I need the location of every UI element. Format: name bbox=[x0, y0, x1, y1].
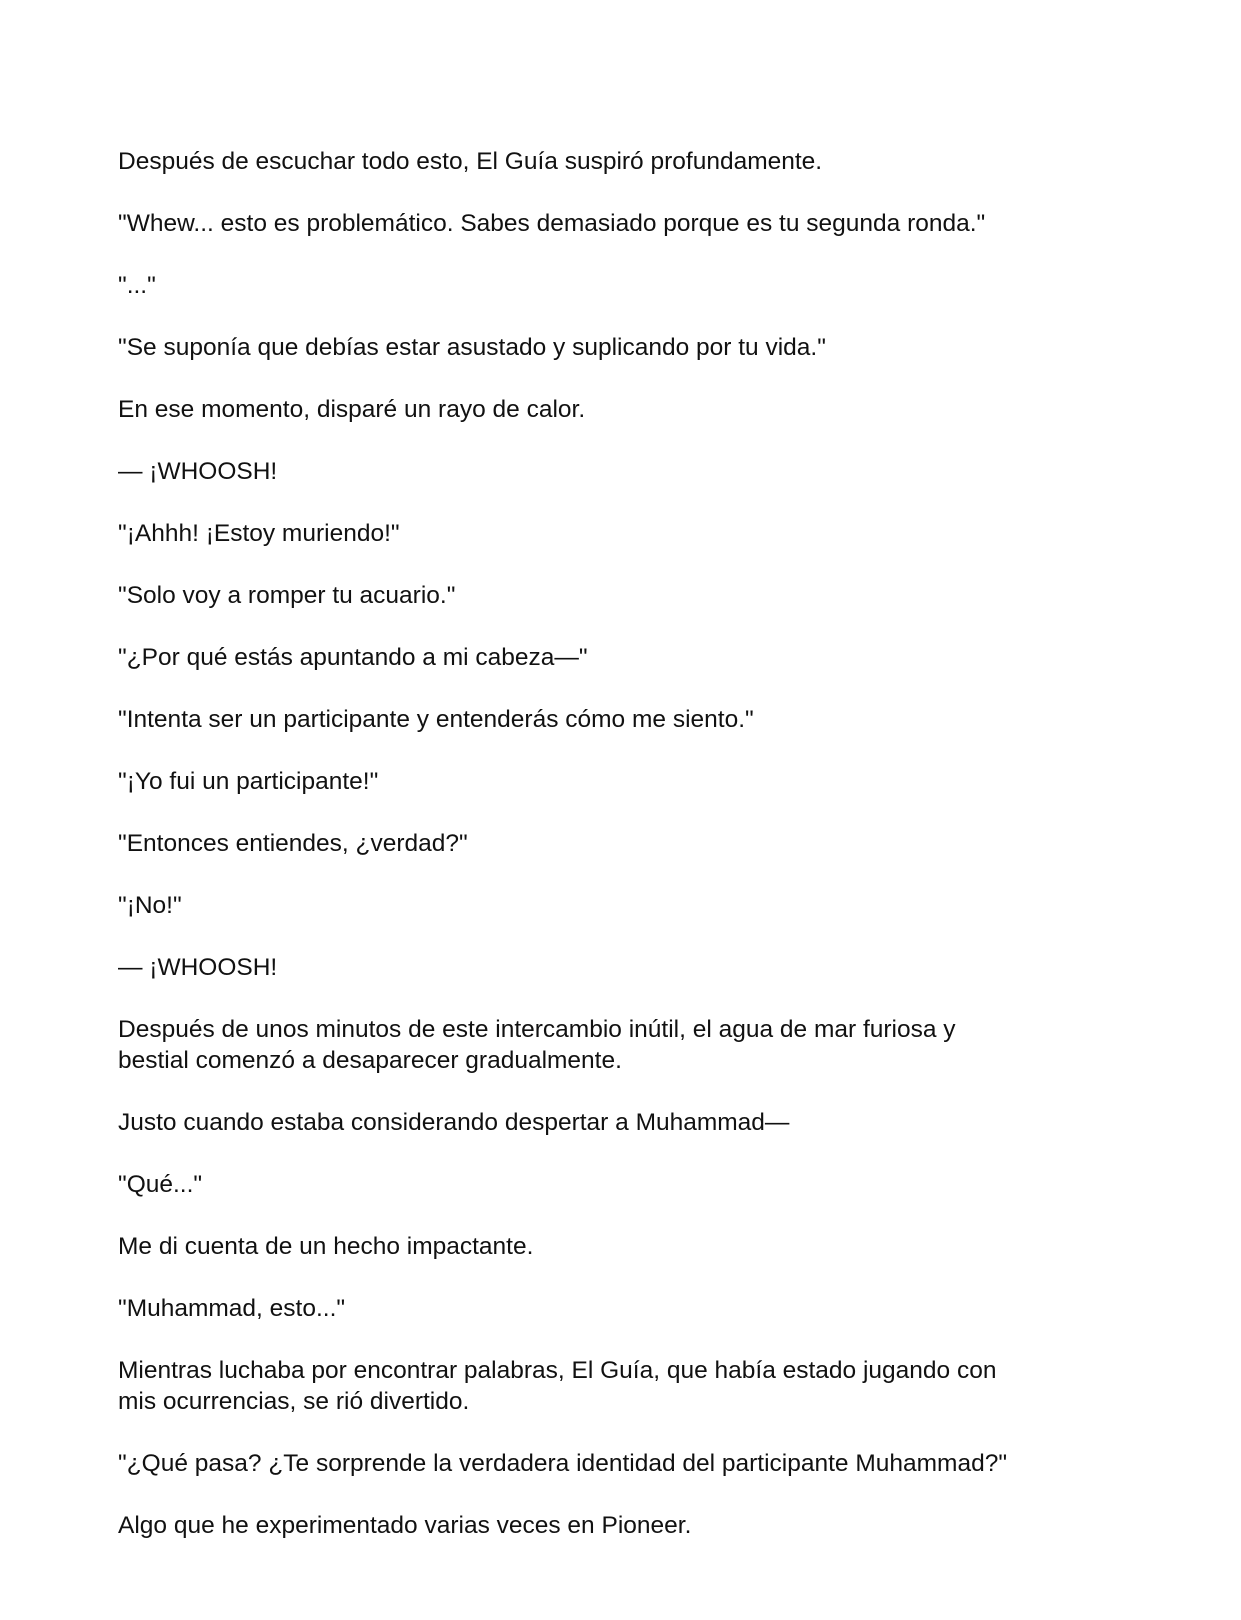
paragraph: — ¡WHOOSH! bbox=[118, 954, 278, 981]
paragraph: "Solo voy a romper tu acuario." bbox=[118, 582, 456, 609]
paragraph: "..." bbox=[118, 272, 156, 299]
paragraph: Después de escuchar todo esto, El Guía suspiró profundamente. bbox=[118, 148, 823, 175]
paragraph: "¿Qué pasa? ¿Te sorprende la verdadera identidad del participante Muhammad?" bbox=[118, 1450, 1008, 1477]
paragraph: "Se suponía que debías estar asustado y suplicando por tu vida." bbox=[118, 334, 826, 361]
paragraph: "¡No!" bbox=[118, 892, 182, 919]
paragraph: "¿Por qué estás apuntando a mi cabeza—" bbox=[118, 644, 588, 671]
paragraph: Mientras luchaba por encontrar palabras, El Guía, que había estado jugando con mis ocurrencias, se rió divertido. bbox=[118, 1357, 997, 1415]
paragraph: Después de unos minutos de este intercambio inútil, el agua de mar furiosa y bestial comenzó a desaparecer gradualmente. bbox=[118, 1016, 956, 1074]
paragraph: "Whew... esto es problemático. Sabes demasiado porque es tu segunda ronda." bbox=[118, 210, 986, 237]
paragraph: Justo cuando estaba considerando despertar a Muhammad— bbox=[118, 1109, 790, 1136]
paragraph: "¡Yo fui un participante!" bbox=[118, 768, 379, 795]
paragraph: "¡Ahhh! ¡Estoy muriendo!" bbox=[118, 520, 400, 547]
paragraph: "Intenta ser un participante y entenderás cómo me siento." bbox=[118, 706, 754, 733]
paragraph: Algo que he experimentado varias veces en Pioneer. bbox=[118, 1512, 692, 1539]
paragraph: — ¡WHOOSH! bbox=[118, 458, 278, 485]
document-body bbox=[118, 146, 1128, 1572]
paragraph: Me di cuenta de un hecho impactante. bbox=[118, 1233, 534, 1260]
paragraph: En ese momento, disparé un rayo de calor. bbox=[118, 396, 586, 423]
paragraph: "Muhammad, esto..." bbox=[118, 1295, 346, 1322]
paragraph: "Qué..." bbox=[118, 1171, 203, 1198]
paragraph: "Entonces entiendes, ¿verdad?" bbox=[118, 830, 468, 857]
